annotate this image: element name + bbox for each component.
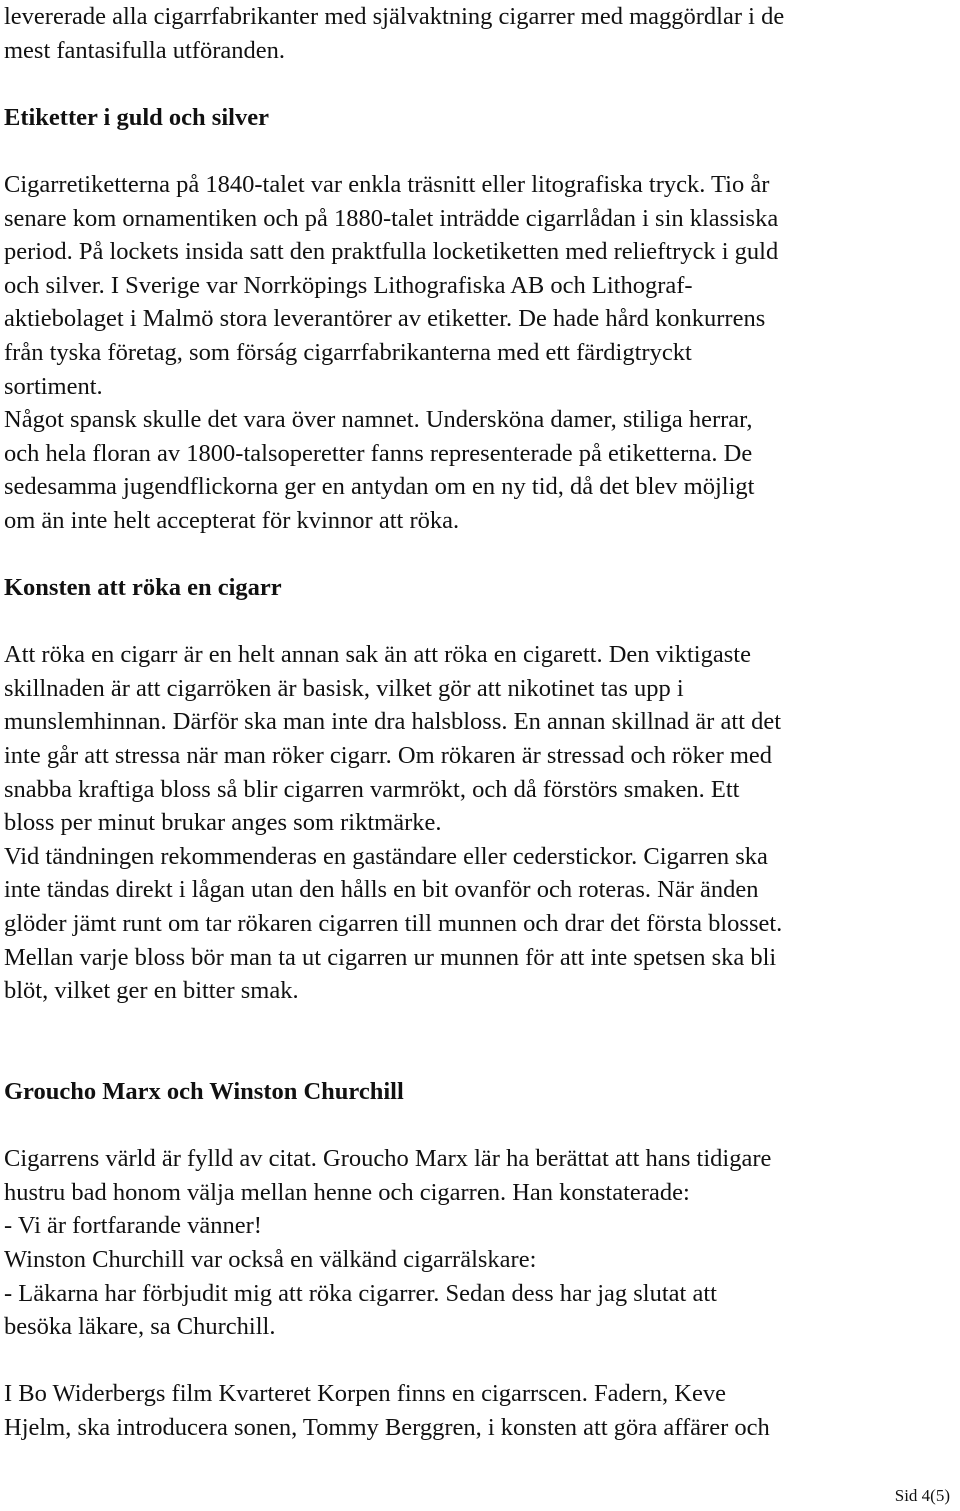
spacer	[4, 1109, 956, 1143]
text-line: Cigarretiketterna på 1840-talet var enkla träsnitt eller litografiska tryck. Tio år	[4, 170, 770, 198]
document-page	[4, 0, 956, 1445]
spacer	[4, 605, 956, 639]
text-line: skillnaden är att cigarröken är basisk, vilket gör att nikotinet tas upp i	[4, 674, 684, 702]
spacer	[4, 1008, 956, 1075]
text-line: Hjelm, ska introducera sonen, Tommy Berggren, i konsten att göra affärer och	[4, 1413, 770, 1441]
text-line: Att röka en cigarr är en helt annan sak än att röka en cigarett. Den viktigaste	[4, 641, 751, 669]
text-line: - Läkarna har förbjudit mig att röka cigarrer. Sedan dess har jag slutat att	[4, 1279, 717, 1307]
text-line: sortiment.	[4, 372, 103, 400]
section-heading: Groucho Marx och Winston Churchill	[4, 1078, 404, 1105]
page-number: Sid 4(5)	[894, 1486, 950, 1505]
text-line: aktiebolaget i Malmö stora leverantörer av etiketter. De hade hård konkurrens	[4, 305, 766, 333]
text-line: munslemhinnan. Därför ska man inte dra halsbloss. En annan skillnad är att det	[4, 708, 782, 736]
text-line: bloss per minut brukar anges som riktmärke.	[4, 809, 442, 837]
text-line: inte tändas direkt i lågan utan den hålls en bit ovanför och roteras. När änden	[4, 876, 759, 904]
text-line: Winston Churchill var också en välkänd cigarrälskare:	[4, 1245, 537, 1273]
text-line: mest fantasifulla utföranden.	[4, 36, 285, 64]
spacer	[4, 538, 956, 572]
text-line: och silver. I Sverige var Norrköpings Lithografiska AB och Lithograf-	[4, 271, 693, 299]
text-line: och hela floran av 1800-talsoperetter fanns representerade på etiketterna. De	[4, 439, 753, 467]
text-line: från tyska företag, som förság cigarrfabrikanterna med ett färdigtryckt	[4, 338, 692, 366]
text-line: Cigarrens värld är fylld av citat. Groucho Marx lär ha berättat att hans tidigare	[4, 1145, 772, 1173]
spacer	[4, 134, 956, 168]
spacer	[4, 1344, 956, 1378]
text-line: period. På lockets insida satt den praktfulla locketiketten med relieftryck i guld	[4, 238, 779, 266]
text-line: hustru bad honom välja mellan henne och cigarren. Han konstaterade:	[4, 1178, 690, 1206]
section-heading: Konsten att röka en cigarr	[4, 574, 282, 602]
text-line: - Vi är fortfarande vänner!	[4, 1212, 262, 1240]
text-line: om än inte helt accepterat för kvinnor att röka.	[4, 506, 460, 534]
text-line: glöder jämt runt om tar rökaren cigarren till munnen och drar det första blosset.	[4, 910, 783, 938]
section-heading: Etiketter i guld och silver	[4, 103, 269, 131]
text-line: besöka läkare, sa Churchill.	[4, 1313, 276, 1341]
text-line: senare kom ornamentiken och på 1880-talet inträdde cigarrlådan i sin klassiska	[4, 204, 779, 232]
text-line: sedesamma jugendflickorna ger en antydan om en ny tid, då det blev möjligt	[4, 473, 755, 501]
spacer	[4, 67, 956, 101]
text-line: blöt, vilket ger en bitter smak.	[4, 977, 299, 1005]
text-line: I Bo Widerbergs film Kvarteret Korpen finns en cigarrscen. Fadern, Keve	[4, 1380, 726, 1408]
text-line: Vid tändningen rekommenderas en gaständare eller cederstickor. Cigarren ska	[4, 842, 768, 870]
text-line: Mellan varje bloss bör man ta ut cigarren ur munnen för att inte spetsen ska bli	[4, 943, 777, 971]
text-line: inte går att stressa när man röker cigarr. Om rökaren är stressad och röker med	[4, 742, 773, 770]
text-line: snabba kraftiga bloss så blir cigarren varmrökt, och då förstörs smaken. Ett	[4, 775, 740, 803]
text-line: Något spansk skulle det vara över namnet. Undersköna damer, stiliga herrar,	[4, 406, 753, 434]
text-line: levererade alla cigarrfabrikanter med självaktning cigarrer med maggördlar i de	[4, 3, 785, 30]
